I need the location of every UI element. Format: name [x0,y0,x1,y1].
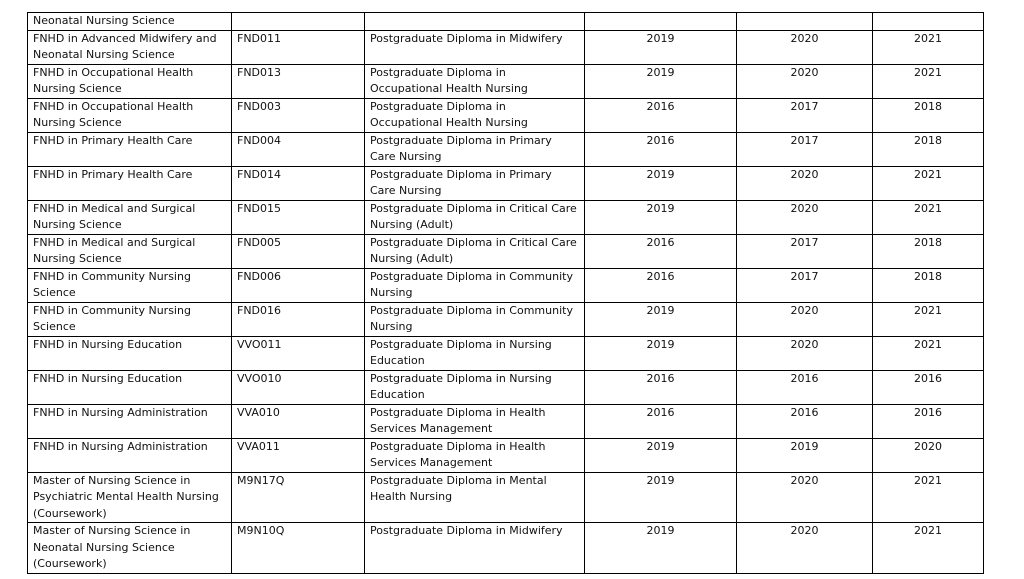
table-row [28,132,984,166]
year-2-cell: 2016 [737,370,873,404]
table-row [28,166,984,200]
year-2-cell: 2020 [737,200,873,234]
diploma-cell: Postgraduate Diploma in Midwifery [365,523,585,574]
year-2-cell: 2020 [737,302,873,336]
year-2-cell: 2017 [737,234,873,268]
year-1-cell: 2019 [585,200,737,234]
year-1-cell: 2016 [585,404,737,438]
year-3-cell: 2018 [873,132,984,166]
code-cell: FND006 [232,268,365,302]
table-row [28,472,984,523]
year-1-cell: 2016 [585,268,737,302]
program-cell: FNHD in Medical and Surgical Nursing Science [28,200,232,234]
code-cell: VVA010 [232,404,365,438]
diploma-cell: Postgraduate Diploma in Nursing Education [365,370,585,404]
year-3-cell: 2021 [873,64,984,98]
diploma-cell: Postgraduate Diploma in Community Nursing [365,302,585,336]
year-1-cell: 2019 [585,472,737,523]
year-1-cell: 2016 [585,234,737,268]
program-cell: FNHD in Occupational Health Nursing Science [28,98,232,132]
code-cell: VVO010 [232,370,365,404]
table-row [28,234,984,268]
code-cell [232,13,365,31]
program-cell: FNHD in Medical and Surgical Nursing Science [28,234,232,268]
table-row [28,268,984,302]
program-cell: Master of Nursing Science in Psychiatric Mental Health Nursing (Coursework) [28,472,232,523]
diploma-cell [365,13,585,31]
year-2-cell: 2020 [737,523,873,574]
year-1-cell: 2016 [585,132,737,166]
table-row [28,200,984,234]
year-1-cell: 2019 [585,336,737,370]
programme-table [27,12,984,574]
program-cell: FNHD in Nursing Administration [28,404,232,438]
year-3-cell: 2018 [873,234,984,268]
table-row [28,404,984,438]
diploma-cell: Postgraduate Diploma in Mental Health Nursing [365,472,585,523]
diploma-cell: Postgraduate Diploma in Health Services Management [365,404,585,438]
year-2-cell: 2016 [737,404,873,438]
year-2-cell [737,13,873,31]
diploma-cell: Postgraduate Diploma in Critical Care Nursing (Adult) [365,200,585,234]
program-cell: Master of Nursing Science in Neonatal Nursing Science (Coursework) [28,523,232,574]
code-cell: FND015 [232,200,365,234]
year-1-cell: 2019 [585,302,737,336]
year-3-cell: 2021 [873,200,984,234]
diploma-cell: Postgraduate Diploma in Primary Care Nursing [365,166,585,200]
year-2-cell: 2020 [737,336,873,370]
year-1-cell: 2019 [585,523,737,574]
year-3-cell: 2016 [873,404,984,438]
year-3-cell: 2020 [873,438,984,472]
year-3-cell: 2021 [873,302,984,336]
program-cell: FNHD in Occupational Health Nursing Science [28,64,232,98]
diploma-cell: Postgraduate Diploma in Occupational Health Nursing [365,64,585,98]
program-cell: FNHD in Nursing Education [28,336,232,370]
program-cell: FNHD in Nursing Education [28,370,232,404]
program-cell: FNHD in Community Nursing Science [28,268,232,302]
table-row [28,13,984,31]
year-3-cell: 2021 [873,166,984,200]
year-1-cell: 2019 [585,438,737,472]
code-cell: FND014 [232,166,365,200]
code-cell: FND003 [232,98,365,132]
program-cell: FNHD in Advanced Midwifery and Neonatal Nursing Science [28,30,232,64]
year-1-cell: 2019 [585,166,737,200]
diploma-cell: Postgraduate Diploma in Health Services Management [365,438,585,472]
year-1-cell [585,13,737,31]
program-cell: FNHD in Nursing Administration [28,438,232,472]
year-2-cell: 2020 [737,64,873,98]
year-1-cell: 2016 [585,98,737,132]
year-3-cell: 2021 [873,30,984,64]
code-cell: FND004 [232,132,365,166]
year-2-cell: 2019 [737,438,873,472]
table-row [28,64,984,98]
code-cell: VVA011 [232,438,365,472]
year-2-cell: 2020 [737,472,873,523]
table-row [28,523,984,574]
year-3-cell: 2016 [873,370,984,404]
year-2-cell: 2020 [737,166,873,200]
code-cell: VVO011 [232,336,365,370]
code-cell: FND005 [232,234,365,268]
year-2-cell: 2017 [737,268,873,302]
table-row [28,336,984,370]
year-3-cell: 2021 [873,472,984,523]
year-3-cell: 2021 [873,336,984,370]
code-cell: FND016 [232,302,365,336]
diploma-cell: Postgraduate Diploma in Nursing Education [365,336,585,370]
year-3-cell [873,13,984,31]
program-cell: FNHD in Primary Health Care [28,132,232,166]
table-row [28,302,984,336]
year-2-cell: 2017 [737,98,873,132]
code-cell: FND013 [232,64,365,98]
table-row [28,30,984,64]
table-row [28,370,984,404]
year-1-cell: 2016 [585,370,737,404]
diploma-cell: Postgraduate Diploma in Community Nursing [365,268,585,302]
table-row [28,438,984,472]
code-cell: M9N17Q [232,472,365,523]
year-2-cell: 2020 [737,30,873,64]
diploma-cell: Postgraduate Diploma in Midwifery [365,30,585,64]
year-1-cell: 2019 [585,30,737,64]
diploma-cell: Postgraduate Diploma in Critical Care Nursing (Adult) [365,234,585,268]
code-cell: M9N10Q [232,523,365,574]
diploma-cell: Postgraduate Diploma in Occupational Health Nursing [365,98,585,132]
year-2-cell: 2017 [737,132,873,166]
year-3-cell: 2018 [873,98,984,132]
code-cell: FND011 [232,30,365,64]
diploma-cell: Postgraduate Diploma in Primary Care Nursing [365,132,585,166]
year-1-cell: 2019 [585,64,737,98]
program-cell: FNHD in Community Nursing Science [28,302,232,336]
program-cell: Neonatal Nursing Science [28,13,232,31]
year-3-cell: 2021 [873,523,984,574]
program-cell: FNHD in Primary Health Care [28,166,232,200]
table-row [28,98,984,132]
year-3-cell: 2018 [873,268,984,302]
